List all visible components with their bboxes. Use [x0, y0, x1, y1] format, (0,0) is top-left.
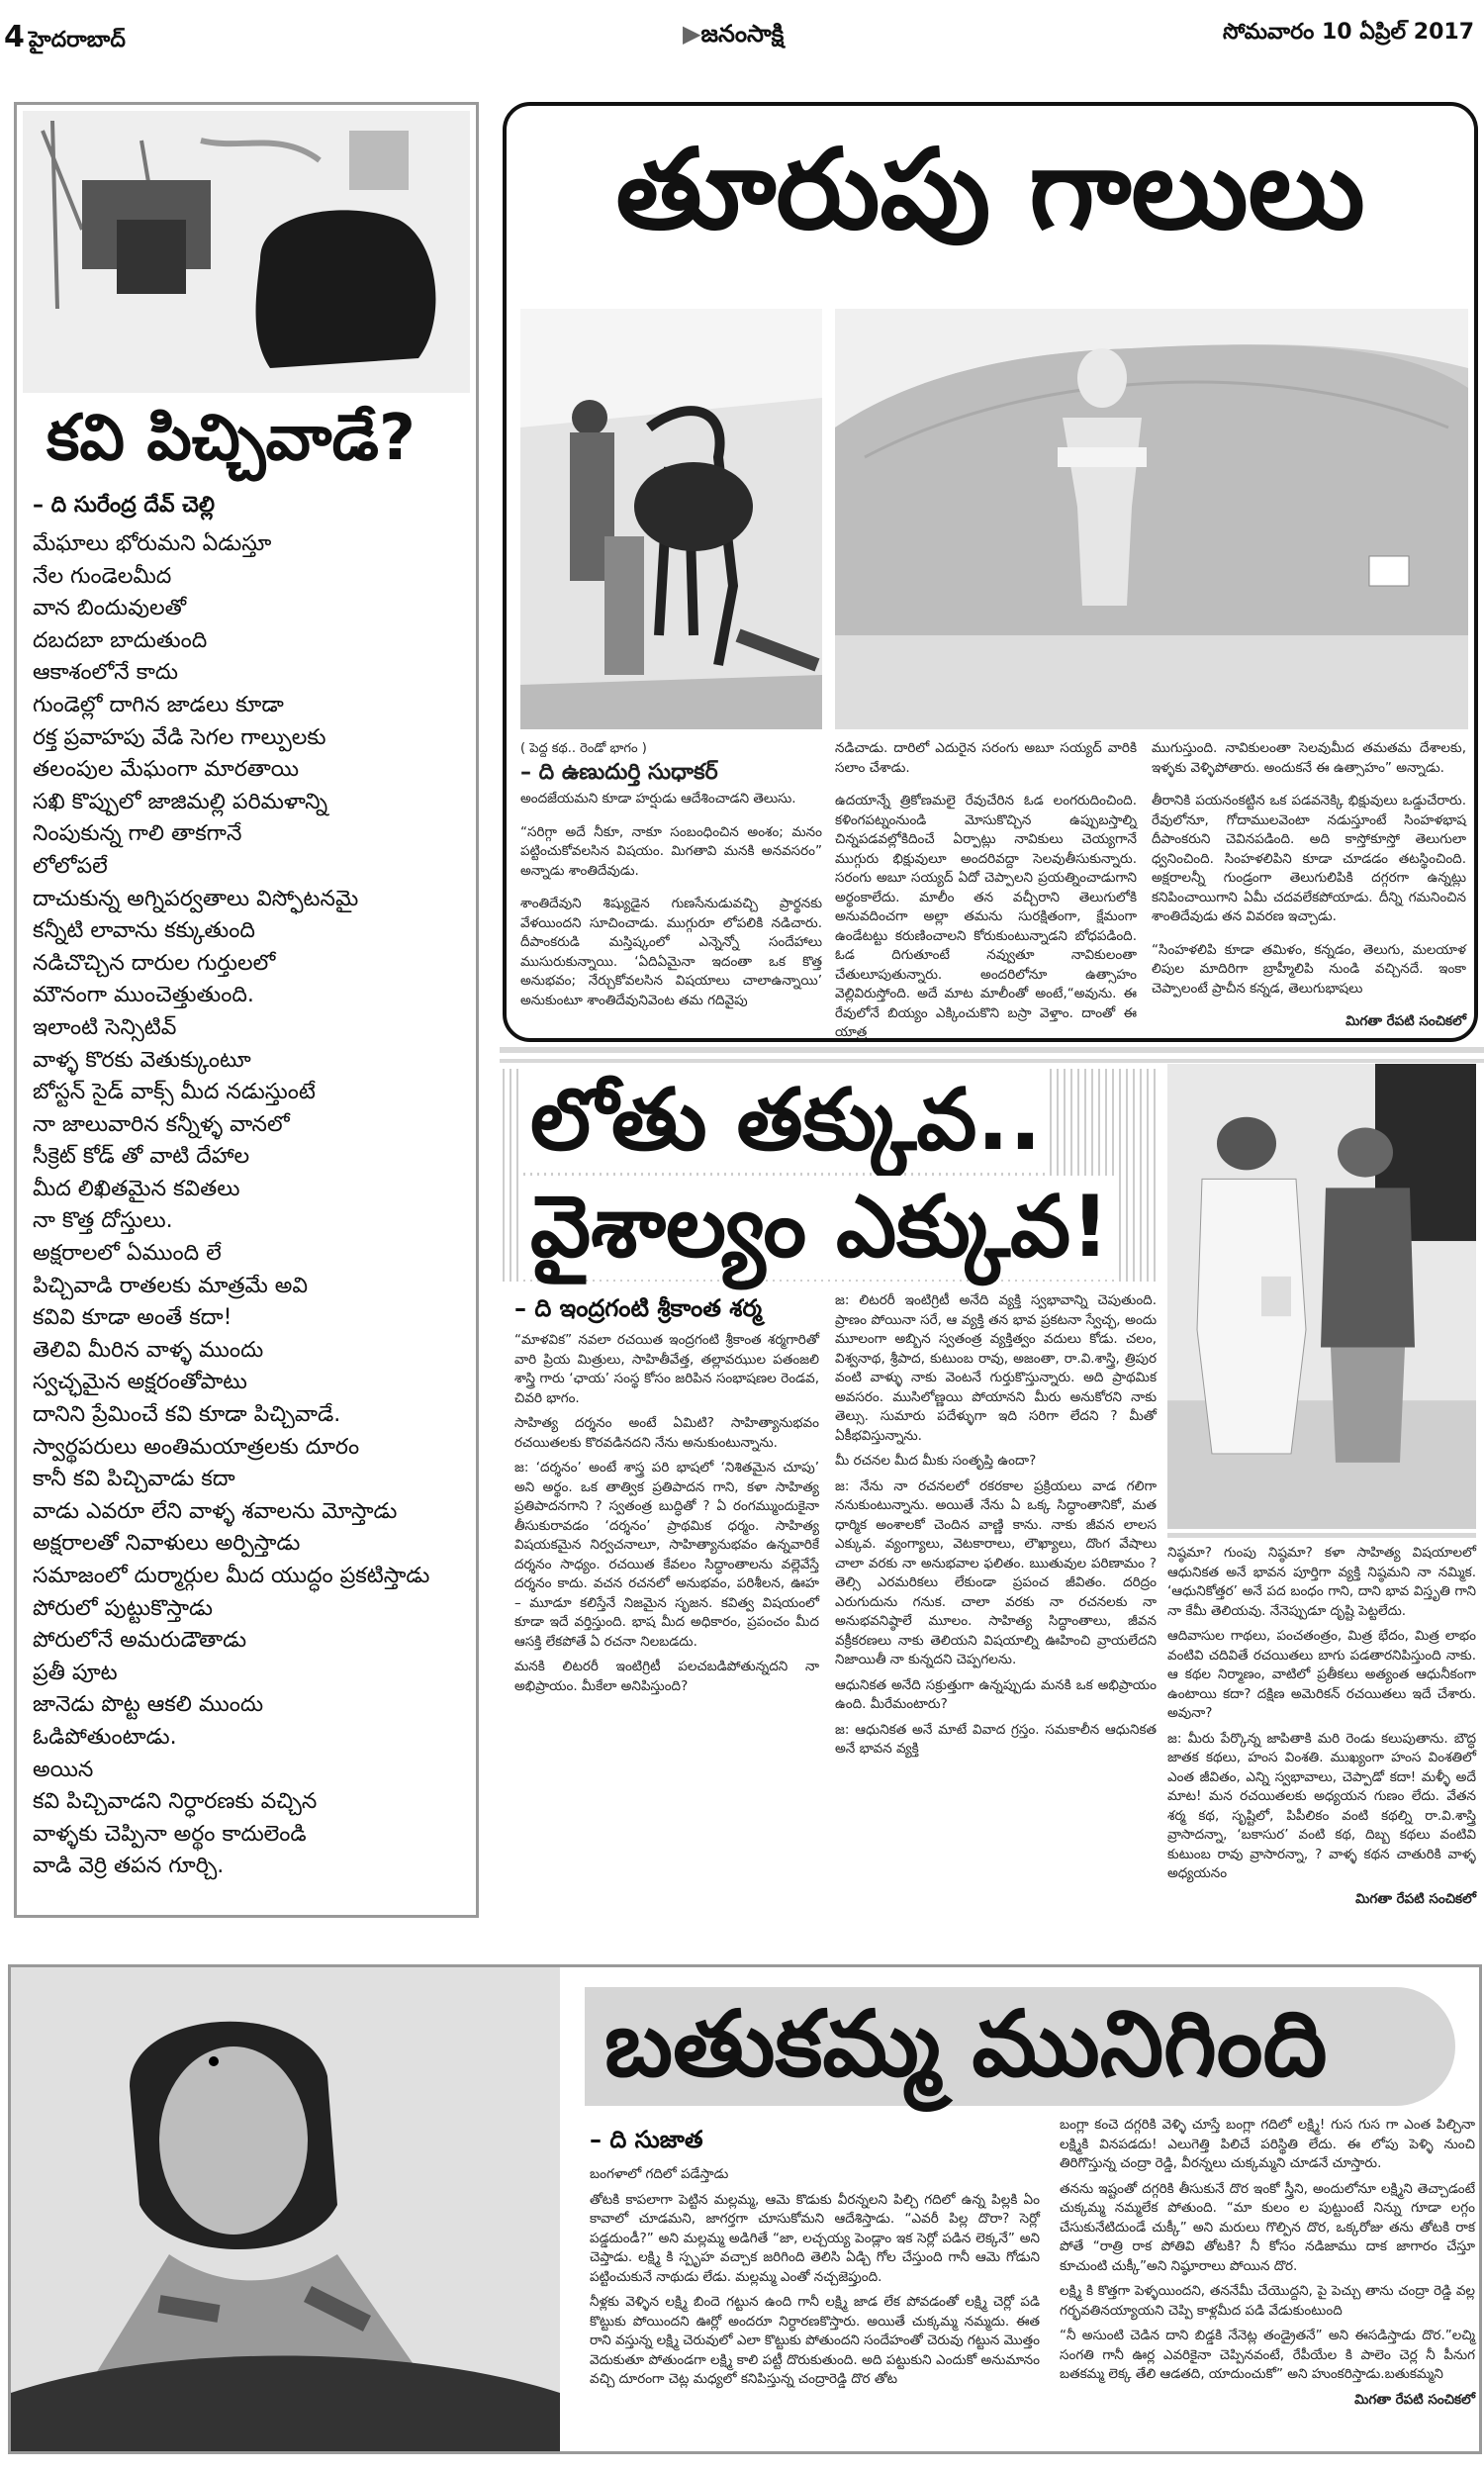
- masthead: [683, 20, 784, 53]
- article-paragraph: బంగళాలో గదిలో పడేస్తాడు: [590, 2166, 729, 2182]
- poem-line: గుండెల్లో దాగిన జాడలు కూడా: [33, 692, 284, 717]
- section-city: హైదరాబాద్: [28, 28, 126, 52]
- interview-headline-area: [503, 1069, 1159, 1282]
- poem-line: నేల గుండెలమీద: [33, 563, 172, 589]
- article-paragraph: సాహిత్య దర్శనం అంటే ఏమిటి? సాహిత్యానుభవం రచయితలకు కొరవడినదని నేను అనుకుంటున్నాను.: [514, 1415, 819, 1451]
- article-paragraph: జ: లిటరరీ ఇంటిగ్రిటీ అనేది వ్యక్తి స్వభావాన్ని చెపుతుంది. ప్రాణం పోయినా సరే, ఆ వ్యక్తి తన భావ ప్రకటనా స్వేచ్ఛ, అందు మూలంగా అబ్బిన స్వతంత్ర వ్యక్తిత్వం వదులు కోడు. చలం, విశ్వనాథ, శ్రీపాద, కుటుంబ రావు, అజంతా, రా.వి.శాస్త్రి, త్రిపుర వంటి వాళ్ళు నాకు వెంటనే గుర్తుకొస్తున్నారు. అది ప్రాథమిక అవసరం. ముసిలోణ్ణయి పోయానని మీరు అనుకోరని నాకు తెల్సు. సుమారు పదేళ్ళుగా ఇది సరిగా లేదని ? మీతో ఏకీభవిస్తున్నాను.: [835, 1292, 1157, 1444]
- poem-line: ఓడిపోతుంటాడు.: [33, 1724, 177, 1750]
- poem-line: సఖి కొప్పులో జాజిమల్లి పరిమళాన్ని: [33, 789, 328, 814]
- story1-column-3: [1152, 739, 1466, 1032]
- abstract-painting-image: [23, 111, 470, 393]
- poem-line: వాడు ఎవరూ లేని వాళ్ళ శవాలను మోస్తాడు: [33, 1498, 398, 1524]
- poem-line: పిచ్చివాడి రాతలకు మాత్రమే అవి: [33, 1273, 309, 1298]
- poem-line: అక్షరాలలో ఏముంది లే: [33, 1241, 222, 1267]
- poem-line: నా జాలువారిన కన్నీళ్ళ వానలో: [33, 1111, 290, 1137]
- article-paragraph: అందజేయమని కూడా హర్షుడు ఆదేశించాడని తెలుసు.: [520, 791, 796, 807]
- poem-line: సీక్రెట్ కోడ్ తో వాటి దేహాల: [33, 1144, 250, 1170]
- masthead-logo-icon: ▶: [683, 20, 701, 48]
- poem-line: వాళ్ళకు చెప్పినా అర్థం కాదులెండి: [33, 1821, 307, 1847]
- poem-line: మౌనంగా ముంచెత్తుతుంది.: [33, 983, 254, 1008]
- article-paragraph: “మాళవిక” నవలా రచయిత ఇంద్రగంటి శ్రీకాంత శర్మగారితో వారి ప్రియ మిత్రులు, సాహితీవేత్త, తల్లావఝుల పతంజలి శాస్త్రి గారు ‘ఛాయ’ సంస్థ కోసం జరిపిన సంభాషణల రెండవ, చివరి భాగం.: [514, 1332, 819, 1406]
- article-paragraph: మనకి లిటరరీ ఇంటిగ్రిటీ పలచబడిపోతున్నదని నా అభిప్రాయం. మీకేలా అనిపిస్తుంది?: [514, 1659, 819, 1694]
- story2-title: బతుకమ్మ మునిగింది: [604, 1991, 1328, 2097]
- continued-note: మిగతా రేపటి సంచికలో: [1345, 1013, 1466, 1029]
- poem-line: దబదబా బాదుతుంది: [33, 627, 208, 653]
- poem-line: పోరులో పుట్టుకొస్తాడు: [33, 1595, 213, 1621]
- article-paragraph: జ: ఆధునికత అనే మాటే వివాద గ్రస్తం. సమకాలీన ఆధునికత అనే భావన వ్యక్తి: [835, 1721, 1157, 1757]
- story1-column-1: [520, 739, 822, 1024]
- interview-authors-photo: [1167, 1064, 1476, 1529]
- story2-box: [8, 1964, 1482, 2454]
- poem-line: అక్షరాలతో నివాళులు అర్పిస్తాడు: [33, 1531, 301, 1557]
- article-paragraph: ఆదివాసుల గాథలు, పంచతంత్రం, మిత్ర భేదం, మిత్ర లాభం వంటివి చదివితే రచయితలు బాగు పడతారనిపిస్తుంది నాకు. ఆ కథల నిర్మాణం, వాటిలో ప్రతీకలు అత్యంత ఆధునీకంగా ఉంటాయి కదా? దక్షిణ అమెరికన్ రచయితలు ఇదే చేశారు. అవునా?: [1167, 1628, 1476, 1721]
- poem-line: పోరులోనే అమరుడౌతాడు: [33, 1628, 247, 1654]
- poem-line: జానెడు పొట్ట ఆకలి ముందు: [33, 1692, 264, 1718]
- poem-body: [33, 528, 429, 1883]
- story2-column-1: [590, 2165, 1040, 2396]
- author-portrait-photo: [11, 1967, 560, 2451]
- article-paragraph: ఆధునికత అనేది సక్రుత్తుగా ఉన్నప్పుడు మనకి ఒక అభిప్రాయం ఉంది. మీరేమంటారు?: [835, 1676, 1157, 1712]
- article-paragraph: తనను ఇష్టంతో దగ్గరికి తీసుకునే దొర ఇంకో స్త్రీని, అందులోనూ లక్ష్మిని తెచ్చాడంటే చుక్కమ్మ నమ్మలేక పోతుంది. “మా కులం ల పుట్టుంటే నిన్ను గూడా లగ్గం చేసుకునేటిదుండే చుక్కీ” అని మరులు గొల్పిన దొర, ఒక్కరోజు తను తోటకి రాక పోతే “రాత్రి రాక పోతివి తోటకి? నీ కోసం నడిజాము దాక జాగారం చేస్తూ కూచుంటి చుక్కీ”అని నిష్ఠూరాలు పోయిన దొర.: [1060, 2180, 1475, 2274]
- issue-date: సోమవారం 10 ఏప్రిల్ 2017: [1223, 20, 1474, 45]
- story1-column-2: [835, 739, 1137, 1057]
- article-paragraph: బంగ్లా కంచె దగ్గరికి వెళ్ళి చూస్తే బంగ్లా గదిలో లక్ష్మి! గుస గుస గా ఎంత పిల్చినా లక్ష్మికి వినపడదు! ఎలుగెత్తి పిలిచే పరిస్థితి లేదు. ఈ లోపు పెళ్ళి నుంచి తిరిగొస్తున్న చంద్రా రెడ్డి, వీరన్నలు చుక్కమ్మని చూడనే చూస్తారు.: [1060, 2117, 1475, 2171]
- poem-line: లోలోపలే: [33, 853, 108, 879]
- poem-line: సమాజంలో దుర్మార్గుల మీద యుద్ధం ప్రకటిస్తాడు: [33, 1564, 430, 1588]
- poem-line: దానిని ప్రేమించే కవి కూడా పిచ్చివాడే.: [33, 1402, 341, 1428]
- poem-title: కవి పిచ్చివాడే?: [46, 402, 416, 475]
- article-paragraph: లక్ష్మి కి కొత్తగా పెళ్ళయిందని, తననేమీ చేయొద్దని, పై పెచ్చు తాను చంద్రా రెడ్డి వల్ల గర్భవతినయ్యాయని చెప్పి కాళ్లమీద పడి వేడుకుంటుంది: [1060, 2283, 1475, 2319]
- poem-line: వాళ్ళ కొరకు వెతుక్కుంటూ: [33, 1047, 251, 1073]
- article-paragraph: “నీ అసుంటి చెడిన దాని బిడ్డకి నేనెట్ల తండ్రైతనే” అని ఈసడిస్తాడు దొర.”లచ్మి సంగతి గానీ ఊర్ల ఎవరికైనా చెప్పినవంటే, రేపీయేల కి పాలెం చెర్ల నీ పీనుగ బతకమ్మ లెక్క తేలి ఆడతది, యాదుంచుకో” అని హుంకరిస్తాడు.బతుకమ్మని: [1060, 2328, 1475, 2382]
- story1-byline: – ది ఉణుదుర్తి సుధాకర్: [520, 759, 718, 785]
- poem-box: [14, 102, 479, 1918]
- poem-line: ఇలాంటి సెన్సిటివ్: [33, 1014, 177, 1040]
- interview-column-1: [514, 1331, 819, 1702]
- page-section-label: [4, 20, 126, 57]
- article-paragraph: జ: మీరు పేర్కొన్న జాపితాకి మరి రెండు కలుపుతాను. బౌద్ధ జాతక కథలు, హంస వింశతి. ముఖ్యంగా హంస వింశతిలో ఎంత జీవితం, ఎన్ని స్వభావాలు, చెప్పాడో కదా! మళ్ళీ అదే మాట! మన రచయితలకు అధ్యయన గుణం లేదు. వేతన శర్మ కథ, సృష్టిలో, పిపీలికం వంటి కథల్ని రా.వి.శాస్త్రి వ్రాసాదన్నా, ‘బకాసుర’ వంటి కథ, దిబ్బ కథలు వంటివి కుటుంబ రావు వ్రాసారన్నా, ? వాళ్ళ కథన చాతురికి వాళ్ళ అధ్యయనం: [1167, 1730, 1476, 1881]
- poem-line: నింపుకున్న గాలి తాకగానే: [33, 821, 242, 847]
- poem-byline: – ది సురేంద్ర దేవ్ చెల్లి: [33, 493, 215, 518]
- story2-column-2: [1060, 2116, 1475, 2410]
- article-paragraph: నిష్ఠమా? గుంపు నిష్ఠమా? కళా సాహిత్య విషయాలలో ఆధునికత అనే భావన పూర్తిగా వ్యక్తి నిష్ఠమని నా నమ్మిక. ‘ఆధునికోత్తర’ అనే పద బంధం గాని, దాని భావ విస్తృతి గాని నా కేమీ తెలియవు. నేనెప్పుడూ దృష్టి పెట్టలేదు.: [1167, 1545, 1476, 1619]
- poem-line: తలంపుల మేఘంగా మారతాయి: [33, 757, 300, 783]
- article-paragraph: జ: నేను నా రచనలలో రకరకాల ప్రక్రియలు వాడ గలిగా ననుకుంటున్నాను. అయితే నేను ఏ ఒక్క సిద్ధాంతానికో, మత ధార్మిక అంశాలకో చెందిన వాణ్ణి కాను. నాకు జీవన లాలస ఎక్కువ. వ్యంగ్యాలు, వెటకారాలు, లౌఖ్యాలు, దొంగ వేషాలు చాలా వరకు నా అనుభవాల ఫలితం. ఋతువుల పరిణామం ? తెల్సి ఎరమరికలు లేకుండా ప్రపంచ జీవితం. దరిద్రం ఎరుగుదును గనుక. చాలా వరకు నా రచనలకు నా అనుభవనిష్ఠాలే మూలం. సాహిత్య సిద్ధాంతాలు, జీవన వక్రీకరణలు నాకు తెలియని విషయాల్ని ఊహించి వ్రాయలేదని నిజాయితీ నా కున్నదని చెప్పగలను.: [835, 1477, 1157, 1667]
- poem-line: ప్రతీ పూట: [33, 1660, 118, 1685]
- article-paragraph: మీ రచనల మీద మీకు సంతృప్తి ఉందా?: [835, 1453, 1037, 1469]
- continued-note: మిగతా రేపటి సంచికలో: [1354, 2391, 1475, 2408]
- poem-line: స్వార్థపరులు అంతిమయాత్రలకు దూరం: [33, 1434, 360, 1460]
- article-paragraph: తీరానికి పయనంకట్టిన ఒక పడవనెక్కి భిక్షువులు ఒడ్డుచేరారు. రేవులోనూ, గోదాములవెంటా నడుస్తూంటే సింహళభాష దీపాంకరుని చెవినపడింది. అది కాస్తోకూస్తో తెలుగులా ధ్వనించింది. సింహళలిపిని కూడా చూడడం తటస్థించింది. అక్షరాలన్నీ గుండ్రంగా తెలుగులిపికి దగ్గరగా ఉన్నట్లు కనిపించాయిగాని ఏమీ చదవలేకపోయాడు. దీన్ని గమనించిన శాంతిదేవుడు తన వివరణ ఇచ్చాడు.: [1152, 793, 1466, 924]
- interview-byline: – ది ఇంద్రగంటి శ్రీకాంత శర్మ: [514, 1294, 763, 1322]
- poem-line: నడిచొచ్చిన దారుల గుర్తులలో: [33, 950, 276, 976]
- poem-line: మేఘాలు భోరుమని ఏడుస్తూ: [33, 531, 272, 556]
- poem-line: కానీ కవి పిచ్చివాడు కదా: [33, 1467, 235, 1492]
- poem-line: దాచుకున్న అగ్నిపర్వతాలు విస్ఫోటనమై: [33, 886, 359, 911]
- poem-line: ఆకాశంలోనే కాదు: [33, 660, 178, 686]
- poem-line: బోస్టన్ సైడ్ వాక్స్ మీద నడుస్తుంటే: [33, 1080, 316, 1105]
- poem-line: అయిన: [33, 1757, 94, 1782]
- interview-column-3: [1167, 1544, 1476, 1909]
- interview-title-line1: లోతు తక్కువ..: [522, 1069, 1050, 1173]
- article-paragraph: తోటకి కాపలాగా పెట్టిన మల్లమ్మ, ఆమె కొడుకు వీరన్నలని పిల్చి గదిలో ఉన్న పిల్లకి ఏం కావాలో చూడమని, జాగర్తగా చూసుకోమని ఆదేశిస్తాడు. “ఎవరీ పిల్ల దొరా? సెర్లో పడ్డదుండీ?” అని మల్లమ్మ అడిగితే “జా, లచ్చయ్య పెండ్లాం ఇక సెర్లో పడిన లెక్కనే” అని చెప్తాడు. లక్ష్మి కి స్పృహ వచ్చాక జరిగింది తెలిసి ఏడ్చి గోల చేస్తుంది గానీ ఆమె గోడుని పట్టించుకునే నాథుడు లేడు. మల్లమ్మ ఎంతో నచ్చజెప్తుంది.: [590, 2191, 1040, 2285]
- stone-sculpture-photo: [835, 309, 1468, 729]
- poem-line: తెలివి మీరిన వాళ్ళ ముందు: [33, 1337, 264, 1363]
- poem-line: మీద లిఖితమైన కవితలు: [33, 1176, 240, 1201]
- continued-note: మిగతా రేపటి సంచికలో: [1355, 1890, 1476, 1907]
- article-paragraph: ఉదయాన్నే త్రికోణమలై రేవుచేరిన ఓడ లంగరుదించింది. కళింగపట్నంనుండి మోసుకొచ్చిన ఉప్పుబస్తాల్ని చిన్నపడవల్లోకిదించే ఏర్పాట్లు నావికులు చెయ్యగానే ముగ్గురు భిక్షువులూ అందరివద్దా సెలవుతీసుకున్నారు. సరంగు అబూ సయ్యద్ ఏదో చెప్పాలని ప్రయత్నించాడుగాని అర్థంకాలేదు. మాలీం తన వచ్చీరాని తెలుగులోకి అనువదించగా అల్లా తమను సురక్షితంగా, క్షేమంగా ఉండేటట్టు కరుణించాలని కోరుకుంటున్నాడని బోధపడింది. ఓడ దిగుతూంటే నవ్వుతూ నావికులంతా చేతులూపుతున్నారు. అందరిలోనూ ఉత్సాహం వెల్లివిరుస్తోంది. అదే మాట మాలీంతో అంటే,“అవును. ఈ రేవులోనే బియ్యం ఎక్కించుకొని బస్రా వెళ్తాం. దాంతో ఈ యాత్ర: [835, 793, 1137, 1040]
- story1-title: తూరుపు గాలులు: [615, 126, 1365, 254]
- interview-column-2: [835, 1291, 1157, 1765]
- poem-line: రక్త ప్రవాహపు వేడి సెగల గాల్పులకు: [33, 724, 326, 750]
- poem-line: నా కొత్త దోస్తులు.: [33, 1208, 173, 1234]
- article-paragraph: “సింహళలిపి కూడా తమిళం, కన్నడం, తెలుగు, మలయాళ లిపుల మాదిరిగా బ్రాహ్మీలిపి నుండి వచ్చినదే. ఇంకా చెప్పాలంటే ప్రాచీన కన్నడ, తెలుగుభాషలు: [1152, 941, 1466, 997]
- page-number: 4: [4, 20, 25, 54]
- horse-illustration-image: [520, 309, 822, 729]
- article-paragraph: నడిచాడు. దారిలో ఎదురైన సరంగు అబూ సయ్యద్ వారికి సలాం చేశాడు.: [835, 740, 1137, 776]
- series-note: ( పెద్ద కథ.. రెండో భాగం ): [520, 741, 647, 756]
- article-paragraph: నీళ్లకు వెళ్ళిన లక్ష్మి బిందె గట్టున ఉంది గానీ లక్ష్మి జాడ లేక పోవడంతో లక్ష్మి చెర్లో పడి కొట్టుకు పోయిందని ఊర్లో అందరూ నిర్ధారణకొస్తారు. అయితే చుక్కమ్మ నమ్మదు. ఈత రాని వస్తున్న లక్ష్మి చెరువులో ఎలా కొట్టుకు పోతుందని సందేహంతో చెరువు గట్టున మొత్తం వెదుకుతూ పోతుండగా లక్ష్మి కాలి పట్టీ దొరుకుతుంది. అది పట్టుకుని ఎందుకో అనుమానం వచ్చి దూరంగా చెట్ల మధ్యలో కనిపిస్తున్న చంద్రారెడ్డి దొర తోట: [590, 2294, 1040, 2387]
- poem-line: కవివి కూడా అంతే కదా!: [33, 1305, 232, 1331]
- article-paragraph: జ: ‘దర్శనం’ అంటే శాస్త్ర పరి భాషలో ‘నిశితమైన చూపు’ అని అర్థం. ఒక తాత్విక ప్రతిపాదన గాని, కళా సాహిత్య ప్రతిపాదనగాని ? స్వతంత్ర బుద్ధితో ? ఏ రంగమ్ముందుకైనా తీసుకురావడం ‘దర్శనం’ ప్రాథమిక ధర్మం. సాహిత్య విషయకమైన నిర్వచనాలూ, సాహిత్యానుభవం ఉన్నవారికే దర్శనం సాధ్యం. రచయిత కేవలం సిద్ధాంతాలను వల్లెవేస్తే దర్శనం కాదు. వచన రచనలో అనుభవం, పరిశీలన, ఊహ – మూడూ కలిస్తేనే నిజమైన సృజన. కవిత్వ విషయంలో కూడా ఇదే వర్తిస్తుంది. భాష మీద అధికారం, ప్రపంచం మీద ఆసక్తి లేకపోతే ఏ రచనా నిలబడదు.: [514, 1460, 819, 1650]
- poem-line: వాన బిందువులతో: [33, 596, 187, 621]
- interview-title-line2: వైశాల్యం ఎక్కువ!: [522, 1176, 1117, 1280]
- poem-line: కవి పిచ్చివాడని నిర్ధారణకు వచ్చిన: [33, 1789, 318, 1815]
- poem-line: వాడి వెర్రి తపన గూర్చి.: [33, 1854, 225, 1879]
- story2-byline: – ది సుజాత: [590, 2126, 703, 2153]
- poem-line: కన్నీటి లావాను కక్కుతుంది: [33, 918, 255, 944]
- article-paragraph: శాంతిదేవుని శిష్యుడైన గుణసేనుడువచ్చి ప్రార్థనకు వేళయిందని సూచించాడు. ముగ్గురూ లోపలికి నడిచారు. దీపాంకరుడి మస్తిష్కంలో ఎన్నెన్నో సందేహాలు ముసురుకున్నాయి. ‘ఏదిఏమైనా ఇదంతా ఒక కొత్త అనుభవం; నేర్చుకోవలసిన విషయాలు చాలాఉన్నాయి’ అనుకుంటూ శాంతిదేవునివెంట తమ గదివైపు: [520, 896, 822, 1008]
- masthead-text: జనంసాక్షి: [700, 20, 785, 48]
- story1-box: [503, 102, 1478, 1042]
- article-paragraph: “సరిగ్గా అదే నీకూ, నాకూ సంబంధించిన అంశం; మనం పట్టించుకోవలసిన విషయం. మిగతావి మనకి అనవసరం” అన్నాడు శాంతిదేవుడు.: [520, 823, 822, 879]
- article-paragraph: ముగుస్తుంది. నావికులంతా సెలవుమీద తమతమ దేశాలకు, ఇళ్ళకు వెళ్ళిపోతారు. అందుకనే ఈ ఉత్సాహం” అన్నాడు.: [1152, 740, 1466, 776]
- poem-line: స్వచ్ఛమైన అక్షరంతోపాటు: [33, 1370, 247, 1395]
